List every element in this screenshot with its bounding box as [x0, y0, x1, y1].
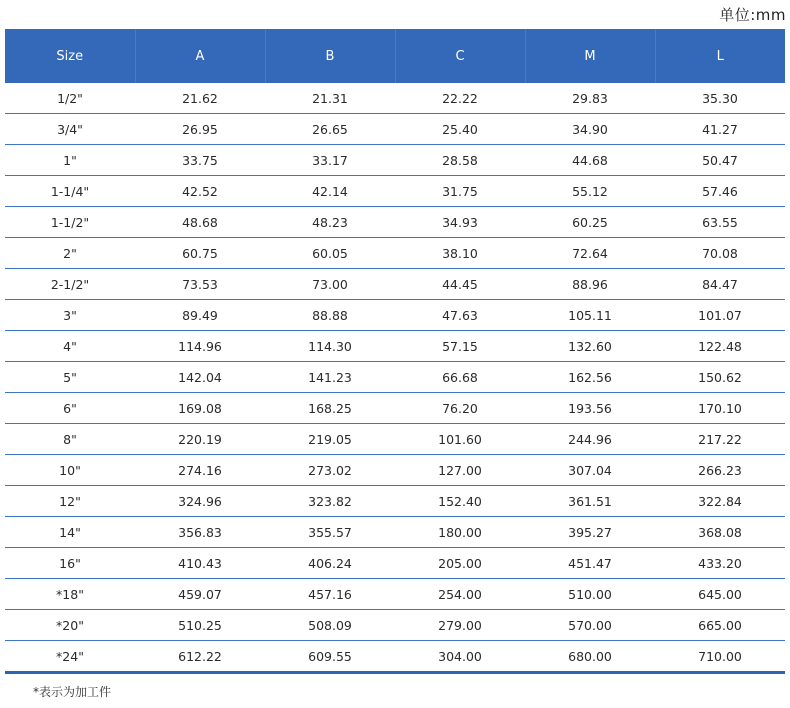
- cell-a: 612.22: [135, 641, 265, 673]
- cell-a: 459.07: [135, 579, 265, 610]
- cell-b: 26.65: [265, 114, 395, 145]
- cell-m: 44.68: [525, 145, 655, 176]
- cell-a: 42.52: [135, 176, 265, 207]
- cell-c: 57.15: [395, 331, 525, 362]
- cell-m: 193.56: [525, 393, 655, 424]
- cell-b: 33.17: [265, 145, 395, 176]
- cell-c: 22.22: [395, 83, 525, 114]
- cell-l: 63.55: [655, 207, 785, 238]
- cell-l: 101.07: [655, 300, 785, 331]
- cell-size: 12": [5, 486, 135, 517]
- cell-size: *24": [5, 641, 135, 673]
- cell-l: 150.62: [655, 362, 785, 393]
- cell-c: 47.63: [395, 300, 525, 331]
- table-row: [5, 176, 785, 207]
- table-row: [5, 641, 785, 673]
- table-body: [5, 83, 785, 673]
- header-b: B: [265, 29, 395, 83]
- cell-size: *18": [5, 579, 135, 610]
- table-row: [5, 145, 785, 176]
- cell-size: 4": [5, 331, 135, 362]
- cell-size: 2": [5, 238, 135, 269]
- cell-b: 114.30: [265, 331, 395, 362]
- cell-size: 10": [5, 455, 135, 486]
- cell-m: 55.12: [525, 176, 655, 207]
- cell-c: 38.10: [395, 238, 525, 269]
- table-row: [5, 238, 785, 269]
- cell-c: 34.93: [395, 207, 525, 238]
- dimensions-table-container: [5, 29, 785, 674]
- table-row: [5, 455, 785, 486]
- cell-size: 5": [5, 362, 135, 393]
- table-row: [5, 486, 785, 517]
- cell-a: 26.95: [135, 114, 265, 145]
- cell-m: 72.64: [525, 238, 655, 269]
- table-row: [5, 579, 785, 610]
- cell-c: 76.20: [395, 393, 525, 424]
- table-row: [5, 83, 785, 114]
- cell-size: 2-1/2": [5, 269, 135, 300]
- cell-b: 406.24: [265, 548, 395, 579]
- cell-m: 29.83: [525, 83, 655, 114]
- cell-c: 152.40: [395, 486, 525, 517]
- cell-b: 355.57: [265, 517, 395, 548]
- cell-l: 122.48: [655, 331, 785, 362]
- cell-size: 3/4": [5, 114, 135, 145]
- table-row: [5, 114, 785, 145]
- cell-l: 170.10: [655, 393, 785, 424]
- cell-l: 57.46: [655, 176, 785, 207]
- cell-m: 60.25: [525, 207, 655, 238]
- cell-a: 89.49: [135, 300, 265, 331]
- cell-c: 31.75: [395, 176, 525, 207]
- table-header: [5, 29, 785, 83]
- cell-c: 28.58: [395, 145, 525, 176]
- cell-m: 451.47: [525, 548, 655, 579]
- cell-b: 48.23: [265, 207, 395, 238]
- cell-b: 457.16: [265, 579, 395, 610]
- unit-label: 单位:mm: [719, 6, 786, 24]
- table-row: [5, 548, 785, 579]
- cell-a: 324.96: [135, 486, 265, 517]
- cell-l: 41.27: [655, 114, 785, 145]
- table-row: [5, 331, 785, 362]
- table-row: [5, 207, 785, 238]
- cell-m: 88.96: [525, 269, 655, 300]
- cell-m: 680.00: [525, 641, 655, 673]
- table-row: [5, 269, 785, 300]
- cell-c: 205.00: [395, 548, 525, 579]
- cell-m: 132.60: [525, 331, 655, 362]
- cell-size: 8": [5, 424, 135, 455]
- cell-c: 101.60: [395, 424, 525, 455]
- cell-l: 665.00: [655, 610, 785, 641]
- cell-size: 3": [5, 300, 135, 331]
- cell-a: 510.25: [135, 610, 265, 641]
- footnote: *表示为加工件: [33, 685, 112, 699]
- cell-size: 1": [5, 145, 135, 176]
- cell-a: 142.04: [135, 362, 265, 393]
- table-row: [5, 517, 785, 548]
- cell-c: 180.00: [395, 517, 525, 548]
- cell-b: 219.05: [265, 424, 395, 455]
- cell-c: 44.45: [395, 269, 525, 300]
- cell-size: 1/2": [5, 83, 135, 114]
- cell-b: 60.05: [265, 238, 395, 269]
- header-c: C: [395, 29, 525, 83]
- table-row: [5, 424, 785, 455]
- header-size: Size: [5, 29, 135, 83]
- cell-c: 279.00: [395, 610, 525, 641]
- cell-b: 323.82: [265, 486, 395, 517]
- cell-l: 84.47: [655, 269, 785, 300]
- cell-l: 35.30: [655, 83, 785, 114]
- cell-a: 410.43: [135, 548, 265, 579]
- cell-l: 266.23: [655, 455, 785, 486]
- cell-l: 433.20: [655, 548, 785, 579]
- cell-a: 169.08: [135, 393, 265, 424]
- cell-b: 609.55: [265, 641, 395, 673]
- cell-size: 16": [5, 548, 135, 579]
- cell-b: 168.25: [265, 393, 395, 424]
- cell-b: 141.23: [265, 362, 395, 393]
- table-row: [5, 610, 785, 641]
- cell-m: 395.27: [525, 517, 655, 548]
- cell-l: 70.08: [655, 238, 785, 269]
- table-row: [5, 393, 785, 424]
- cell-c: 304.00: [395, 641, 525, 673]
- cell-size: 14": [5, 517, 135, 548]
- table-row: [5, 300, 785, 331]
- cell-a: 48.68: [135, 207, 265, 238]
- cell-b: 73.00: [265, 269, 395, 300]
- cell-a: 274.16: [135, 455, 265, 486]
- dimensions-table: [5, 29, 785, 674]
- header-m: M: [525, 29, 655, 83]
- cell-m: 361.51: [525, 486, 655, 517]
- cell-a: 73.53: [135, 269, 265, 300]
- cell-a: 60.75: [135, 238, 265, 269]
- cell-m: 34.90: [525, 114, 655, 145]
- cell-size: *20": [5, 610, 135, 641]
- cell-l: 217.22: [655, 424, 785, 455]
- cell-m: 162.56: [525, 362, 655, 393]
- cell-m: 244.96: [525, 424, 655, 455]
- cell-l: 50.47: [655, 145, 785, 176]
- cell-size: 1-1/4": [5, 176, 135, 207]
- cell-a: 21.62: [135, 83, 265, 114]
- cell-b: 88.88: [265, 300, 395, 331]
- cell-l: 322.84: [655, 486, 785, 517]
- cell-c: 254.00: [395, 579, 525, 610]
- cell-b: 273.02: [265, 455, 395, 486]
- header-row: [5, 29, 785, 83]
- cell-c: 66.68: [395, 362, 525, 393]
- cell-m: 307.04: [525, 455, 655, 486]
- cell-b: 21.31: [265, 83, 395, 114]
- cell-a: 114.96: [135, 331, 265, 362]
- table-row: [5, 362, 785, 393]
- cell-size: 1-1/2": [5, 207, 135, 238]
- header-l: L: [655, 29, 785, 83]
- cell-m: 510.00: [525, 579, 655, 610]
- cell-a: 33.75: [135, 145, 265, 176]
- cell-l: 368.08: [655, 517, 785, 548]
- cell-l: 710.00: [655, 641, 785, 673]
- cell-c: 25.40: [395, 114, 525, 145]
- cell-b: 42.14: [265, 176, 395, 207]
- cell-m: 570.00: [525, 610, 655, 641]
- cell-l: 645.00: [655, 579, 785, 610]
- cell-a: 220.19: [135, 424, 265, 455]
- cell-b: 508.09: [265, 610, 395, 641]
- cell-m: 105.11: [525, 300, 655, 331]
- cell-c: 127.00: [395, 455, 525, 486]
- cell-size: 6": [5, 393, 135, 424]
- cell-a: 356.83: [135, 517, 265, 548]
- header-a: A: [135, 29, 265, 83]
